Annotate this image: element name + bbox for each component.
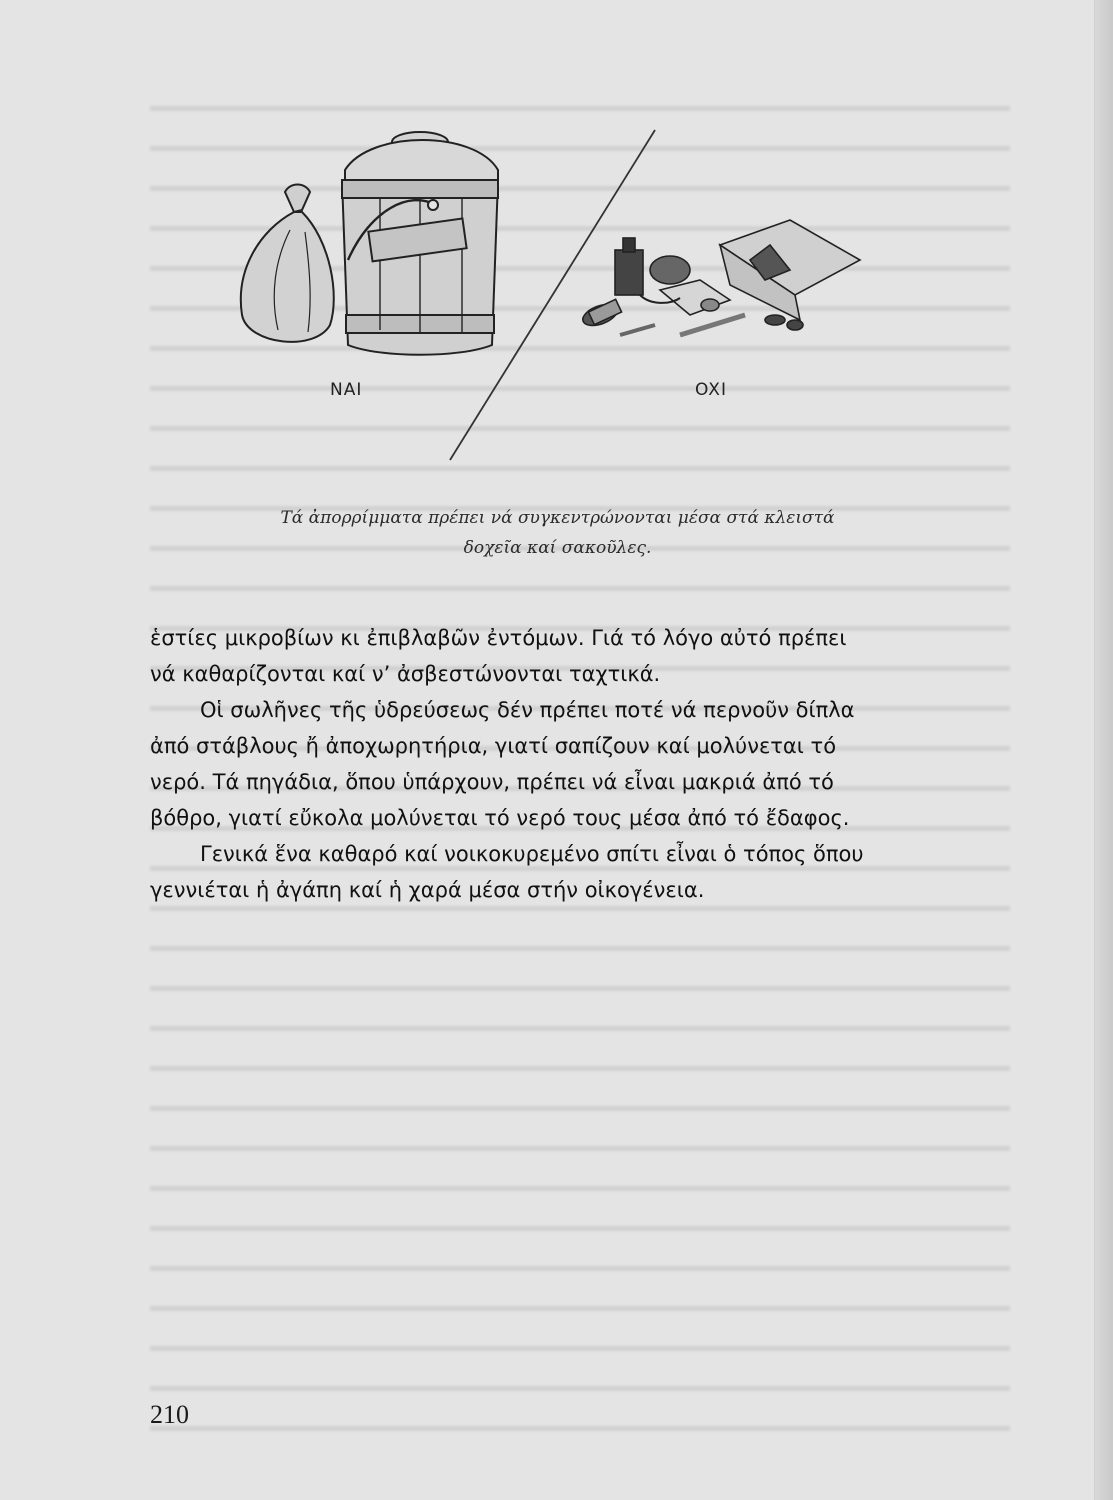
caption-line: δοχεῖα καί σακοῦλες.: [463, 538, 652, 558]
garbage-bin-icon: [342, 132, 498, 355]
label-yes: NAI: [330, 380, 363, 400]
garbage-bag-icon: [241, 185, 334, 342]
text-line: νά καθαρίζονται καί ν’ ἀσβεστώνονται ταχτικά.: [150, 662, 661, 686]
caption-line: Τά ἀπορρίμματα πρέπει νά συγκεντρώνονται μέσα στά κλειστά: [280, 508, 835, 528]
text-line: ἑστίες μικροβίων κι ἐπιβλαβῶν ἐντόμων. Γιά τό λόγο αὐτό πρέπει: [150, 626, 847, 650]
scattered-garbage-icon: [580, 220, 860, 335]
text-line: Γενικά ἕνα καθαρό καί νοικοκυρεμένο σπίτι εἶναι ὁ τόπος ὅπου: [200, 842, 864, 866]
text-line: βόθρο, γιατί εὔκολα μολύνεται τό νερό τους μέσα ἀπό τό ἔδαφος.: [150, 806, 850, 830]
page-number: 210: [150, 1400, 189, 1429]
figure-caption: [200, 503, 915, 563]
label-no: OXI: [695, 380, 727, 400]
text-line: γεννιέται ἡ ἀγάπη καί ἡ χαρά μέσα στήν οἰκογένεια.: [150, 878, 705, 902]
waste-illustration: [230, 120, 890, 480]
text-line: νερό. Τά πηγάδια, ὅπου ὑπάρχουν, πρέπει νά εἶναι μακριά ἀπό τό: [150, 770, 834, 794]
body-paragraphs: [150, 620, 970, 908]
text-line: ἀπό στάβλους ἤ ἀποχωρητήρια, γιατί σαπίζουν καί μολύνεται τό: [150, 734, 837, 758]
text-line: Οἱ σωλῆνες τῆς ὑδρεύσεως δέν πρέπει ποτέ νά περνοῦν δίπλα: [200, 698, 855, 722]
page-edge: [1094, 0, 1113, 1500]
